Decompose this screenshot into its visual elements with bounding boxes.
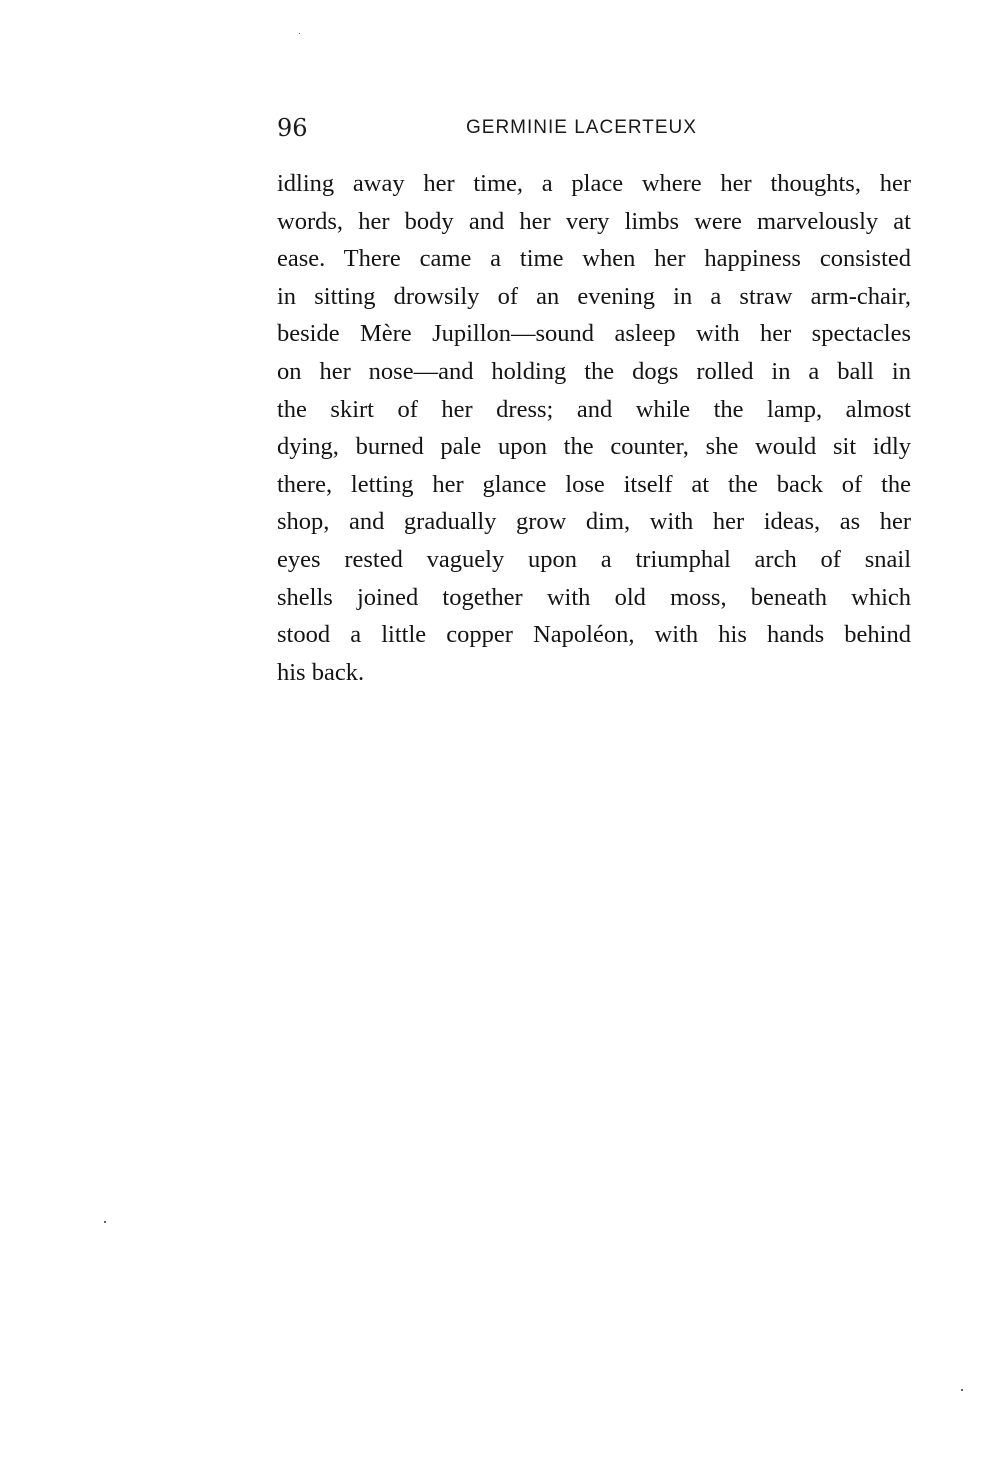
text-line: on her nose—and holding the dogs rolled in a ball in — [277, 357, 911, 385]
text-line: there, letting her glance lose itself at the back of the — [277, 470, 911, 498]
page-number: 96 — [277, 114, 308, 142]
body-paragraph — [277, 165, 911, 691]
text-line: in sitting drowsily of an evening in a straw arm-chair, — [277, 282, 911, 310]
text-line: shells joined together with old moss, beneath which — [277, 583, 911, 611]
text-line-last: his back. — [277, 658, 365, 686]
scan-speck — [961, 1389, 963, 1391]
text-line: eyes rested vaguely upon a triumphal arch of snail — [277, 545, 911, 573]
scan-speck — [299, 33, 300, 34]
text-line: shop, and gradually grow dim, with her ideas, as her — [277, 508, 911, 536]
text-line: words, her body and her very limbs were marvelously at — [277, 207, 911, 235]
text-line: beside Mère Jupillon—sound asleep with her spectacles — [277, 320, 911, 348]
running-head-title: GERMINIE LACERTEUX — [466, 117, 697, 138]
text-line: idling away her time, a place where her thoughts, her — [277, 170, 911, 197]
scan-speck — [104, 1221, 106, 1223]
text-line: ease. There came a time when her happiness consisted — [277, 245, 911, 273]
text-line: dying, burned pale upon the counter, she would sit idly — [277, 433, 911, 461]
text-line: the skirt of her dress; and while the lamp, almost — [277, 395, 911, 423]
text-line: stood a little copper Napoléon, with his hands behind — [277, 621, 911, 649]
